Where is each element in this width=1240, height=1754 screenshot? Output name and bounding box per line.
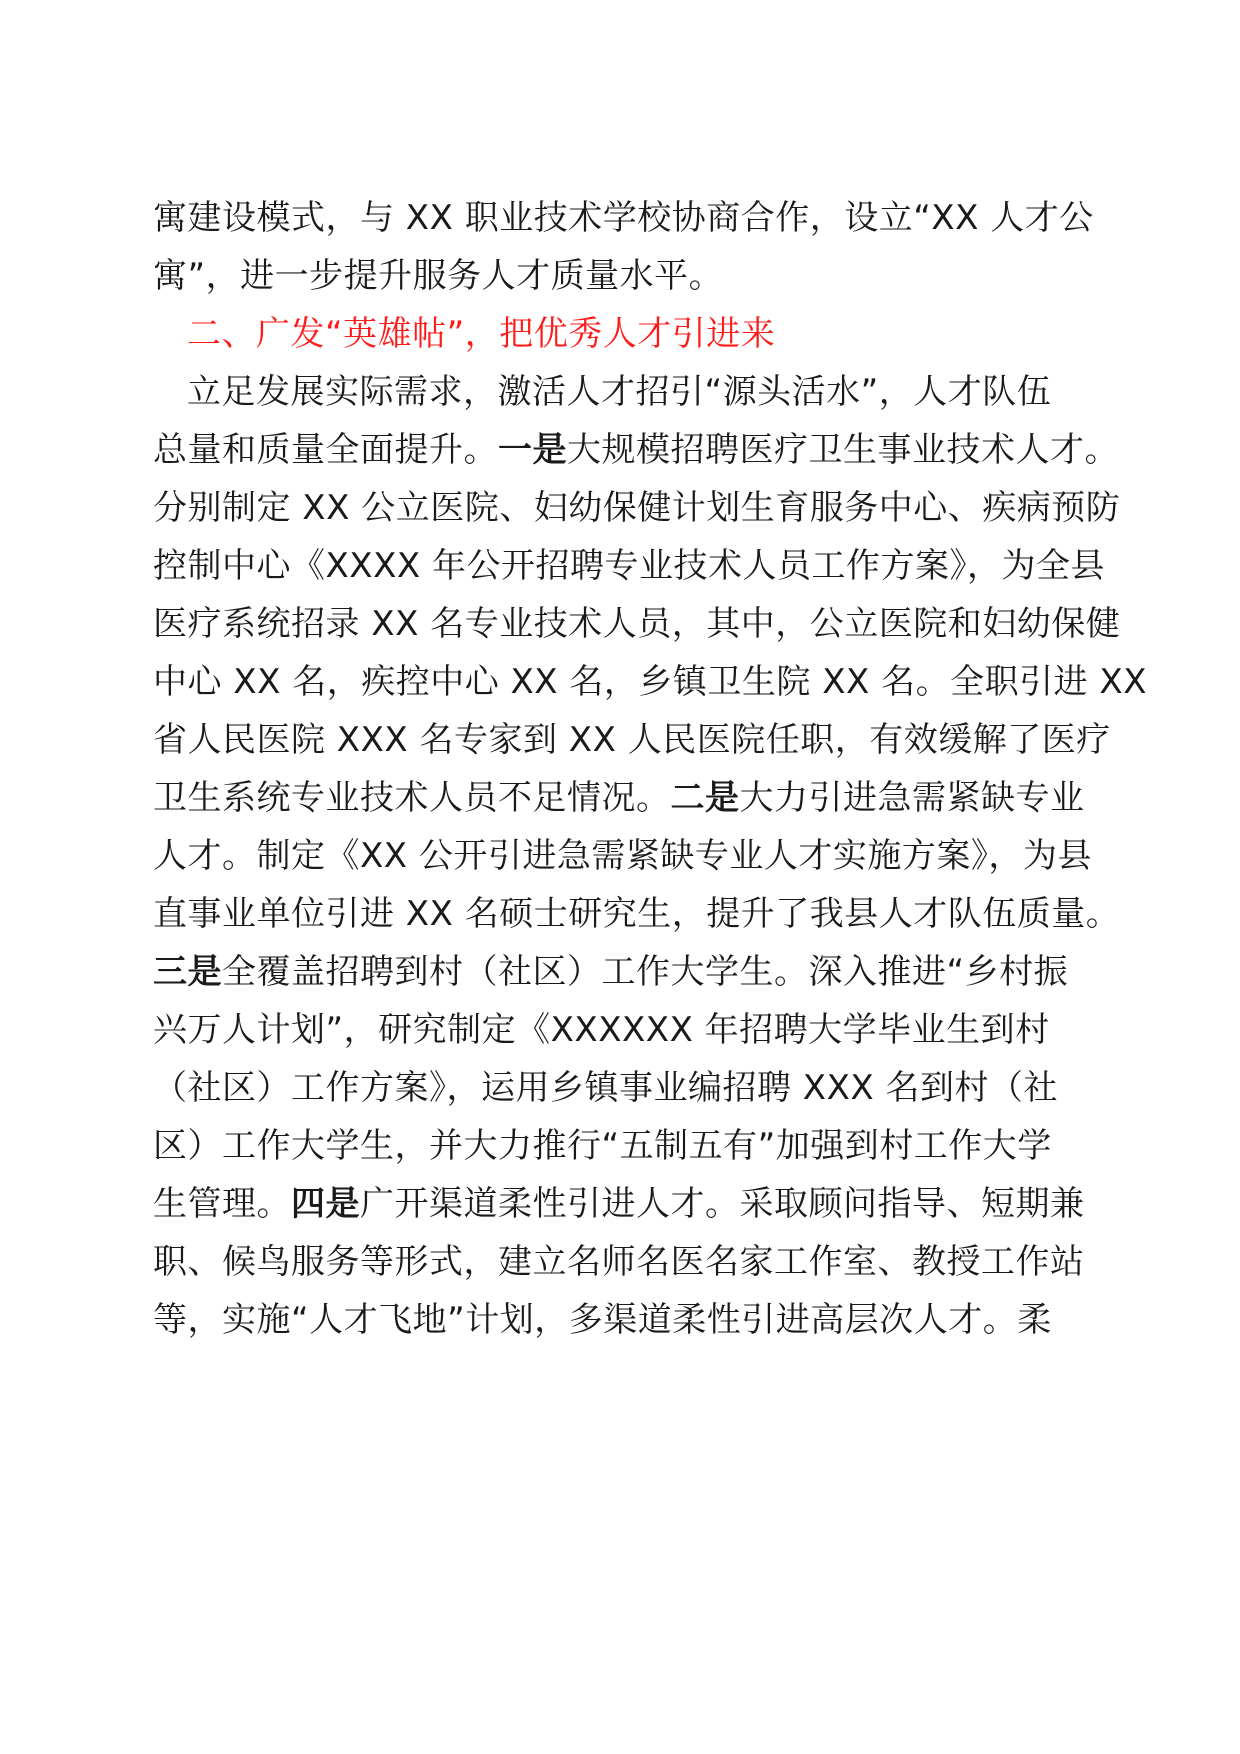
body-line-10: 直事业单位引进 XX 名硕士研究生，提升了我县人才队伍质量。	[153, 894, 1121, 934]
body-line-6: 中心 XX 名，疾控中心 XX 名，乡镇卫生院 XX 名。全职引进 XX	[153, 662, 1147, 702]
body-line-1: 立足发展实际需求，激活人才招引“源头活水”，人才队伍	[187, 372, 1052, 412]
body-line-7: 省人民医院 XXX 名专家到 XX 人民医院任职，有效缓解了医疗	[153, 720, 1111, 760]
body-line-5: 医疗系统招录 XX 名专业技术人员，其中，公立医院和妇幼保健	[153, 604, 1121, 644]
body-line-12: 兴万人计划”，研究制定《XXXXXX 年招聘大学毕业生到村	[153, 1010, 1050, 1050]
body-line-8	[153, 776, 1085, 820]
body-line-15	[153, 1182, 1085, 1226]
body-line-15-after: 广开渠道柔性引进人才。采取顾问指导、短期兼	[360, 1184, 1085, 1224]
point-four-label: 四是	[291, 1184, 360, 1224]
body-line-2-text: 总量和质量全面提升。	[153, 430, 498, 470]
body-line-16: 职、候鸟服务等形式，建立名师名医名家工作室、教授工作站	[153, 1242, 1085, 1282]
body-line-13: （社区）工作方案》，运用乡镇事业编招聘 XXX 名到村（社	[153, 1068, 1058, 1108]
point-three-label: 三是	[153, 952, 222, 992]
body-line-14: 区）工作大学生，并大力推行“五制五有”加强到村工作大学	[153, 1126, 1052, 1166]
body-line-15-text: 生管理。	[153, 1184, 291, 1224]
body-line-8-after: 大力引进急需紧缺专业	[739, 778, 1085, 818]
body-line-8-text: 卫生系统专业技术人员不足情况。	[153, 778, 671, 818]
intro-line-2: 寓”，进一步提升服务人才质量水平。	[153, 256, 724, 296]
point-two-label: 二是	[670, 778, 740, 818]
body-line-9: 人才。制定《XX 公开引进急需紧缺专业人才实施方案》，为县	[153, 836, 1092, 876]
intro-line-1: 寓建设模式，与 XX 职业技术学校协商合作，设立“XX 人才公	[153, 198, 1094, 238]
body-line-11-text: 全覆盖招聘到村（社区）工作大学生。深入推进“乡村振	[222, 952, 1069, 992]
section-heading: 二、广发“英雄帖”，把优秀人才引进来	[187, 314, 776, 354]
body-line-11	[153, 950, 1068, 994]
body-line-3: 分别制定 XX 公立医院、妇幼保健计划生育服务中心、疾病预防	[153, 488, 1121, 528]
body-line-2	[153, 428, 1119, 472]
body-line-2-after: 大规模招聘医疗卫生事业技术人才。	[567, 430, 1119, 470]
body-line-4: 控制中心《XXXX 年公开招聘专业技术人员工作方案》，为全县	[153, 546, 1105, 586]
body-line-17: 等，实施“人才飞地”计划，多渠道柔性引进高层次人才。柔	[153, 1300, 1052, 1340]
point-one-label: 一是	[498, 430, 567, 470]
